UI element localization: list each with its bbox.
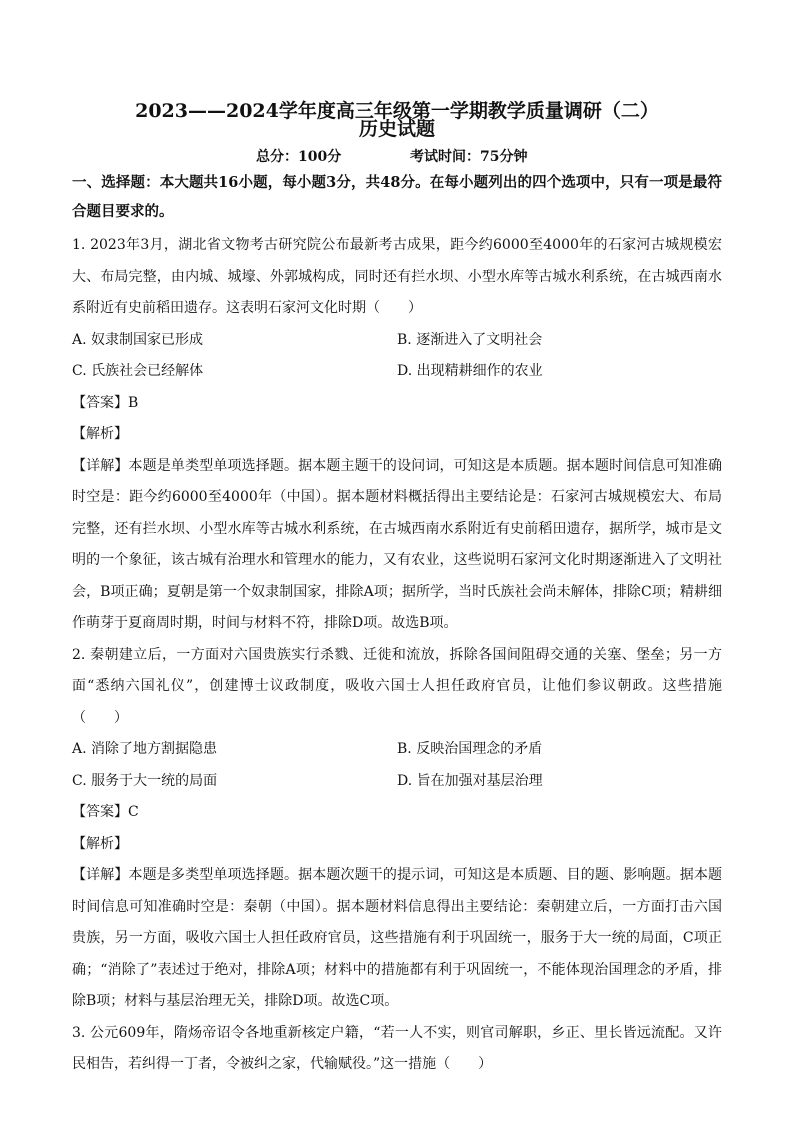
option-a: A. 奴隶制国家已形成 <box>72 331 204 348</box>
exam-content <box>72 168 722 1081</box>
analysis-detail: 【详解】本题是多类型单项选择题。据本题次题干的提示词，可知这是本质题、目的题、影响题。据本题时间信息可知准确时空是：秦朝（中国）。据本题材料信息得出主要结论：秦朝建立后，一方面打击六国贵族，另一方面，吸收六国士人担任政府官员，这些措施有利于巩固统一，服务于大一统的局面，C项正确；“消除了”表述过于绝对，排除A项；材料中的措施都有利于巩固统一，不能体现治国理念的矛盾，排除B项；材料与基层治理无关，排除D项。故选C项。 <box>72 867 722 1009</box>
exam-title: 2023——2024学年度高三年级第一学期教学质量调研（二） <box>135 100 659 122</box>
section-heading: 一、选择题：本大题共16小题，每小题3分，共48分。在每小题列出的四个选项中，只有一项是最符合题目要求的。 <box>72 174 722 220</box>
analysis-label: 【解析】 <box>72 426 128 442</box>
option-d: D. 出现精耕细作的农业 <box>397 363 543 379</box>
total-score: 总分：100分 <box>256 149 342 165</box>
options <box>72 734 722 797</box>
option-c: C. 氏族社会已经解体 <box>72 363 204 379</box>
option-b: B. 反映治国理念的矛盾 <box>397 741 543 757</box>
analysis-label: 【解析】 <box>72 835 128 852</box>
subject-title: 历史试题 <box>358 118 435 140</box>
answer: 【答案】B <box>72 394 139 411</box>
option-a: A. 消除了地方割据隐患 <box>72 741 218 757</box>
analysis-detail: 【详解】本题是单类型单项选择题。据本题主题干的设问词，可知这是本质题。据本题时间信息可知准确时空是：距今约6000至4000年（中国）。据本题材料概括得出主要结论是：石家河古城规模宏大、布局完整，还有拦水坝、小型水库等古城水利系统，在古城西南水系附近有史前稻田遗存，据所学，城市是文明的一个象征，该古城有治理水和管理水的能力，又有农业，这些说明石家河文化时期逐渐进入了文明社会，B项正确；夏朝是第一个奴隶制国家，排除A项；据所学，当时氏族社会尚未解体，排除C项；精耕细作萌芽于夏商周时期，时间与材料不符，排除D项。故选B项。 <box>72 457 722 631</box>
option-c: C. 服务于大一统的局面 <box>72 772 218 789</box>
question-stem: 3. 公元609年，隋炀帝诏令各地重新核定户籍，“若一人不实，则官司解职，乡正、里长皆远流配。又许民相告，若纠得一丁者，令被纠之家，代输赋役。”这一措施（ ） <box>72 1024 722 1072</box>
question-2 <box>72 640 722 1018</box>
option-d: D. 旨在加强对基层治理 <box>397 772 543 789</box>
exam-time: 考试时间：75分钟 <box>410 149 528 165</box>
question-1 <box>72 230 722 640</box>
answer: 【答案】C <box>72 804 139 820</box>
options <box>72 325 722 388</box>
question-stem: 1. 2023年3月，湖北省文物考古研究院公布最新考古成果，距今约6000至4000年的石家河古城规模宏大、布局完整，由内城、城壕、外郭城构成，同时还有拦水坝、小型水库等古城水利系统，在古城西南水系附近有史前稻田遗存。这表明石家河文化时期（ ） <box>72 237 722 316</box>
question-stem: 2. 秦朝建立后，一方面对六国贵族实行杀戮、迁徙和流放，拆除各国间阻碍交通的关塞、堡垒；另一方面“悉纳六国礼仪”，创建博士议政制度，吸收六国士人担任政府官员，让他们参议朝政。这些措施（ ） <box>72 646 722 726</box>
option-b: B. 逐渐进入了文明社会 <box>397 331 543 348</box>
question-3 <box>72 1018 722 1081</box>
